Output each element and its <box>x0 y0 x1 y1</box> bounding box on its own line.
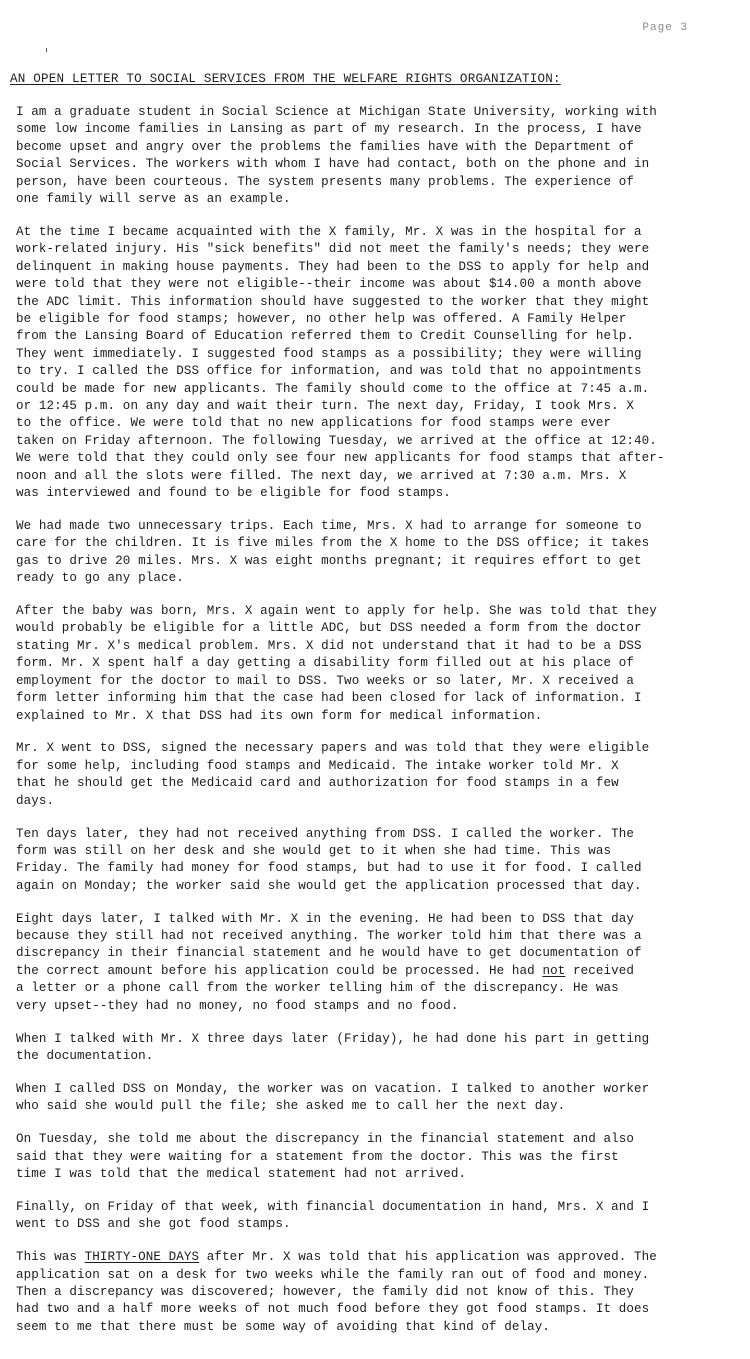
text-line: or 12:45 p.m. on any day and wait their turn. The next day, Friday, I took Mrs. X <box>16 399 634 413</box>
text-line: form was still on her desk and she would get to it when she had time. This was <box>16 843 612 858</box>
text-line: Eight days later, I talked with Mr. X in the evening. He had been to DSS that day <box>16 911 634 926</box>
text-line: After the baby was born, Mrs. X again went to apply for help. She was told that they <box>16 604 657 619</box>
text-line: When I talked with Mr. X three days later (Friday), he had done his part in getting <box>16 1031 650 1046</box>
text-line: a letter or a phone call from the worker telling him of the discrepancy. He was <box>16 981 619 996</box>
text-line <box>16 963 742 980</box>
text-line: noon and all the slots were filled. The next day, we arrived at 7:30 a.m. Mrs. X <box>16 468 627 483</box>
text-line: taken on Friday afternoon. The following Tuesday, we arrived at the office at 12:40. <box>16 433 657 448</box>
text-line: some low income families in Lansing as part of my research. In the process, I have <box>16 122 642 137</box>
paragraph-conclusion <box>16 1249 742 1336</box>
text-line: to try. I called the DSS office for information, and was told that no appointments <box>16 364 642 379</box>
paragraph-eligible <box>16 740 742 810</box>
underlined-not: not <box>542 963 566 978</box>
paragraph-eight-days <box>16 911 742 1015</box>
text-line: that he should get the Medicaid card and authorization for food stamps in a few <box>16 776 619 791</box>
text-line: person, have been courteous. The system presents many problems. The experience of <box>16 174 634 189</box>
text-line: Mr. X went to DSS, signed the necessary papers and was told that they were eligible <box>16 741 650 756</box>
scan-speck <box>46 48 47 52</box>
text-line: went to DSS and she got food stamps. <box>16 1217 291 1232</box>
text-line: could be made for new applicants. The family should come to the office at 7:45 a.m. <box>16 381 650 396</box>
text-line: delinquent in making house payments. They had been to the DSS to apply for help and <box>16 259 650 274</box>
paragraph-baby <box>16 603 742 725</box>
text-fragment: received <box>565 963 634 978</box>
text-line: seem to me that there must be some way of avoiding that kind of delay. <box>16 1319 551 1334</box>
text-line: Finally, on Friday of that week, with financial documentation in hand, Mrs. X and I <box>16 1199 650 1214</box>
text-fragment: This was <box>16 1250 85 1265</box>
text-fragment: the correct amount before his application could be processed. He had <box>16 963 543 978</box>
text-line: ready to go any place. <box>16 571 184 586</box>
text-line: discrepancy in their financial statement and he would have to get documentation of <box>16 946 642 961</box>
text-line: said that they were waiting for a statement from the doctor. This was the first <box>16 1149 619 1164</box>
letter-body <box>16 104 742 1352</box>
text-line: form letter informing him that the case had been closed for lack of information. I <box>16 691 642 706</box>
text-line: employment for the doctor to mail to DSS. Two weeks or so later, Mr. X received a <box>16 673 634 688</box>
paragraph-vacation <box>16 1081 742 1116</box>
text-line: We were told that they could only see four new applicants for food stamps that after- <box>16 451 665 466</box>
text-line: to the office. We were told that no new applications for food stamps were ever <box>16 416 612 431</box>
text-line: They went immediately. I suggested food stamps as a possibility; they were willing <box>16 346 642 361</box>
text-line: At the time I became acquainted with the X family, Mr. X was in the hospital for a <box>16 224 642 239</box>
text-line: would probably be eligible for a little ADC, but DSS needed a form from the doctor <box>16 621 642 636</box>
text-line: We had made two unnecessary trips. Each time, Mrs. X had to arrange for someone to <box>16 518 642 533</box>
text-line: because they still had not received anything. The worker told him that there was a <box>16 929 642 944</box>
text-line: from the Lansing Board of Education referred them to Credit Counselling for help. <box>16 329 634 344</box>
text-line: for some help, including food stamps and Medicaid. The intake worker told Mr. X <box>16 758 619 773</box>
letter-heading: AN OPEN LETTER TO SOCIAL SERVICES FROM THE WELFARE RIGHTS ORGANIZATION: <box>10 72 561 86</box>
text-line: application sat on a desk for two weeks while the family ran out of food and money. <box>16 1267 650 1282</box>
text-line: who said she would pull the file; she asked me to call her the next day. <box>16 1099 566 1114</box>
text-line: very upset--they had no money, no food stamps and no food. <box>16 998 459 1013</box>
text-line: gas to drive 20 miles. Mrs. X was eight months pregnant; it requires effort to get <box>16 553 642 568</box>
text-line: again on Monday; the worker said she would get the application processed that day. <box>16 878 642 893</box>
text-line: Then a discrepancy was discovered; however, the family did not know of this. They <box>16 1285 634 1300</box>
paragraph-three-days <box>16 1031 742 1066</box>
text-line: form. Mr. X spent half a day getting a disability form filled out at his place of <box>16 656 634 671</box>
text-line: time I was told that the medical statement had not arrived. <box>16 1167 467 1182</box>
underlined-thirty-one-days: THIRTY-ONE DAYS <box>84 1250 200 1265</box>
paragraph-trips <box>16 518 742 588</box>
text-line: become upset and angry over the problems the families have with the Department of <box>16 139 634 154</box>
text-line: On Tuesday, she told me about the discrepancy in the financial statement and also <box>16 1132 634 1147</box>
text-line: When I called DSS on Monday, the worker was on vacation. I talked to another worker <box>16 1081 650 1096</box>
page-number: Page 3 <box>642 22 688 34</box>
text-line: days. <box>16 793 55 808</box>
text-line: Social Services. The workers with whom I have had contact, both on the phone and in <box>16 157 650 172</box>
paragraph-x-family <box>16 224 742 503</box>
text-line: explained to Mr. X that DSS had its own form for medical information. <box>16 708 543 723</box>
text-line: had two and a half more weeks of not much food before they got food stamps. It does <box>16 1302 650 1317</box>
text-line: was interviewed and found to be eligible for food stamps. <box>16 486 451 501</box>
text-line: Ten days later, they had not received anything from DSS. I called the worker. The <box>16 826 634 841</box>
paragraph-intro <box>16 104 742 208</box>
text-line: care for the children. It is five miles from the X home to the DSS office; it takes <box>16 536 650 551</box>
text-line: Friday. The family had money for food stamps, but had to use it for food. I called <box>16 861 642 876</box>
text-line: stating Mr. X's medical problem. Mrs. X did not understand that it had to be a DSS <box>16 638 642 653</box>
text-line: one family will serve as an example. <box>16 192 291 207</box>
paragraph-ten-days <box>16 826 742 896</box>
text-line: the documentation. <box>16 1049 154 1063</box>
text-line: I am a graduate student in Social Science at Michigan State University, working with <box>16 105 657 119</box>
text-line <box>16 1249 742 1266</box>
paragraph-finally <box>16 1199 742 1234</box>
text-fragment: after Mr. X was told that his application was approved. The <box>199 1250 657 1265</box>
text-line: the ADC limit. This information should have suggested to the worker that they might <box>16 294 650 309</box>
text-line: be eligible for food stamps; however, no other help was offered. A Family Helper <box>16 311 627 326</box>
text-line: work-related injury. His "sick benefits" did not meet the family's needs; they were <box>16 242 650 257</box>
text-line: were told that they were not eligible--their income was about $14.00 a month above <box>16 277 642 292</box>
paragraph-tuesday <box>16 1131 742 1183</box>
